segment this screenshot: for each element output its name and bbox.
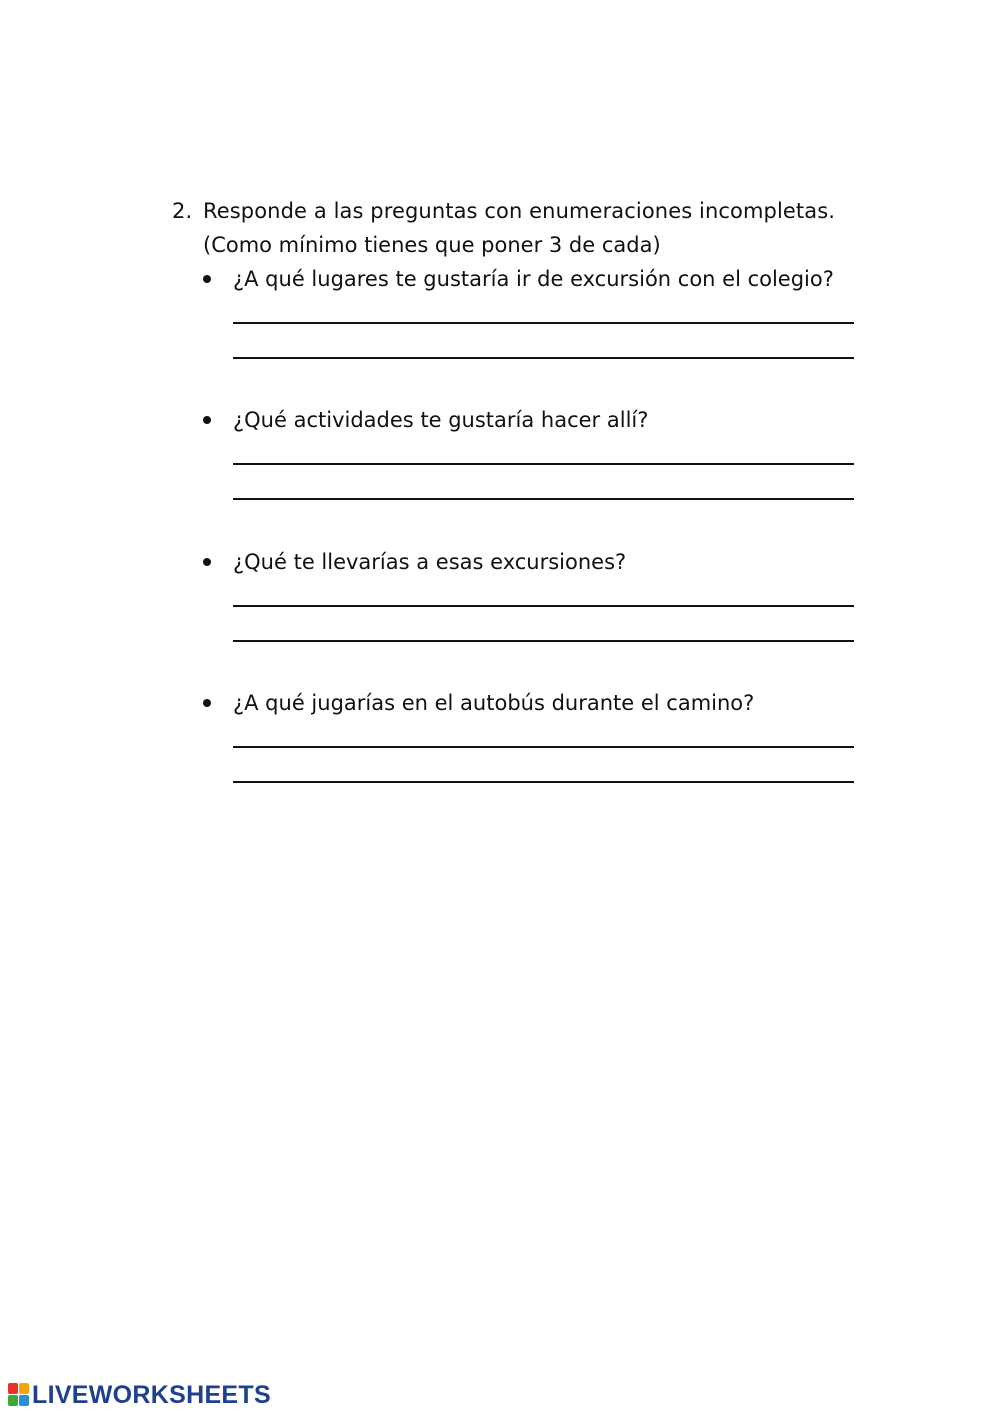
answer-line[interactable] [233, 605, 854, 607]
question-item [203, 545, 863, 675]
bullet-icon [203, 699, 211, 707]
answer-line[interactable] [233, 322, 854, 324]
question-item [203, 403, 863, 533]
bullet-icon [203, 416, 211, 424]
answer-line[interactable] [233, 463, 854, 465]
question-text: ¿Qué actividades te gustaría hacer allí? [233, 408, 649, 432]
answer-line[interactable] [233, 357, 854, 359]
answer-line[interactable] [233, 781, 854, 783]
bullet-icon [203, 275, 211, 283]
exercise-number: 2. [172, 199, 193, 223]
question-item [203, 686, 863, 816]
question-text: ¿A qué lugares te gustaría ir de excursión con el colegio? [233, 267, 834, 291]
brand-blocks-icon [8, 1383, 30, 1407]
question-text: ¿Qué te llevarías a esas excursiones? [233, 550, 627, 574]
answer-line[interactable] [233, 640, 854, 642]
answer-line[interactable] [233, 746, 854, 748]
bullet-icon [203, 558, 211, 566]
liveworksheets-logo[interactable] [8, 1381, 271, 1409]
exercise-heading [172, 194, 835, 228]
brand-name: LIVEWORKSHEETS [32, 1380, 271, 1409]
question-text: ¿A qué jugarías en el autobús durante el camino? [233, 691, 755, 715]
exercise-instruction: Responde a las preguntas con enumeraciones incompletas. [203, 199, 836, 223]
question-item [203, 262, 863, 392]
exercise-note: (Como mínimo tienes que poner 3 de cada) [203, 233, 661, 257]
answer-line[interactable] [233, 498, 854, 500]
